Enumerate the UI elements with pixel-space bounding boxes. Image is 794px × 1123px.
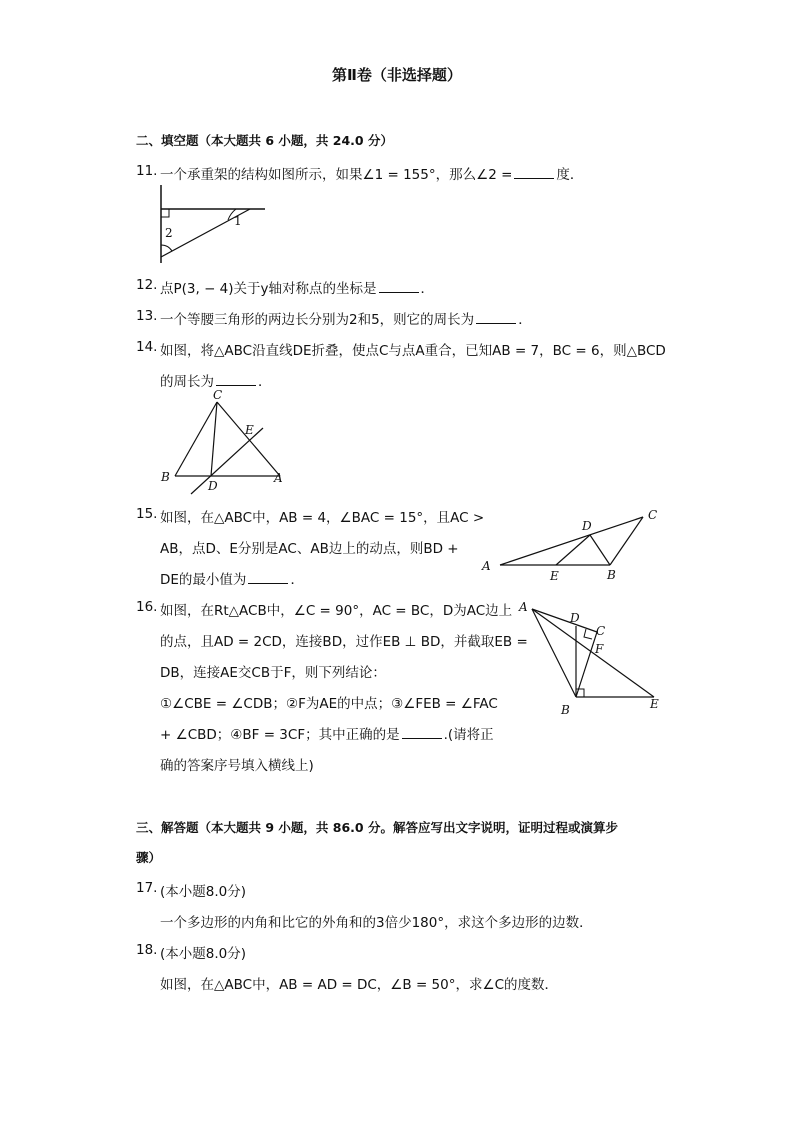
point-label: F [595,642,604,656]
point-label: D [582,519,592,533]
segment-bc [610,517,643,565]
segment-ca [217,402,280,476]
point-label: B [561,703,570,717]
point-label: E [650,697,659,711]
question-text: 的点，且AD = 2CD，连接BD，过作EB ⊥ BD，并截取EB = [160,634,528,650]
question-text: 如图，在△ABC中，AB = AD = DC，∠B = 50°，求∠C的度数． [160,977,559,993]
section-heading-answer: 三、解答题（本大题共 9 小题，共 86.0 分。解答应写出文字说明，证明过程或演算步 [136,820,618,835]
answer-blank[interactable] [248,571,288,584]
answer-blank[interactable] [514,166,554,179]
q11-figure [150,185,270,263]
point-label: D [208,479,218,493]
question-text: .(请将正 [443,727,494,743]
question-text: 的周长为 [160,374,214,390]
point-label: E [550,569,559,583]
question-text: 度． [556,167,584,183]
question-text: + ∠CBD；④BF = 3CF；其中正确的是 [160,727,400,743]
point-label: D [570,611,580,625]
segment-cb [576,632,597,697]
question-number: 16. [136,599,158,615]
question-text: 如图，在Rt△ACB中，∠C = 90°，AC = BC，D为AC边上 [160,603,513,619]
question-number: 11. [136,163,158,179]
point-label: E [245,423,254,437]
answer-blank[interactable] [379,280,419,293]
answer-blank[interactable] [476,311,516,324]
segment-ae [532,609,654,697]
segment-ac [500,517,643,565]
question-text: DE的最小值为 [160,572,247,588]
question-12-text [160,277,434,297]
section-heading-fill-in: 二、填空题（本大题共 6 小题，共 24.0 分） [136,133,393,148]
question-text: 一个多边形的内角和比它的外角和的3倍少180°，求这个多边形的边数． [160,915,593,931]
question-text: ． [258,374,272,390]
right-angle-mark [161,209,169,217]
point-label: C [213,388,223,402]
question-text: 点P(3, − 4)关于y轴对称点的坐标是 [160,281,377,297]
question-text: ①∠CBE = ∠CDB；②F为AE的中点；③∠FEB = ∠FAC [160,696,498,712]
page-title: 第Ⅱ卷（非选择题） [332,66,462,84]
question-score: (本小题8.0分) [160,884,247,900]
angle-label: 1 [234,214,242,228]
section-heading-answer-cont: 骤） [136,850,162,865]
question-13-text [160,308,532,328]
question-15-line3 [160,568,304,588]
point-label: A [519,600,528,614]
answer-blank[interactable] [216,373,256,386]
question-text: DB，连接AE交CB于F，则下列结论： [160,665,386,681]
segment-de [556,535,590,565]
question-text: ． [290,572,304,588]
question-text: 确的答案序号填入横线上) [160,758,314,774]
segment-bc [175,402,217,476]
question-score: (本小题8.0分) [160,946,247,962]
point-label: A [274,471,283,485]
point-label: C [648,508,658,522]
question-text: 一个等腰三角形的两边长分别为2和5，则它的周长为 [160,312,475,328]
question-number: 15. [136,506,158,522]
q15-figure [478,502,668,584]
question-11-text [160,163,583,183]
question-text: ． [518,312,532,328]
point-label: B [607,568,616,582]
question-number: 14. [136,339,158,355]
question-text: 如图，在△ABC中，AB = 4，∠BAC = 15°，且AC > [160,510,485,526]
question-text: ． [420,281,435,297]
question-number: 18. [136,942,158,958]
question-number: 12. [136,277,158,293]
question-text: 如图，将△ABC沿直线DE折叠，使点C与点A重合，已知AB = 7，BC = 6，则△BCD [160,343,666,359]
q14-figure [155,388,295,498]
angle-2-arc [161,245,172,251]
question-number: 17. [136,880,158,896]
question-16-line5 [160,723,494,743]
fold-line-de [191,428,263,494]
right-angle-mark-c [584,629,592,639]
question-text: AB，点D、E分别是AC、AB边上的动点，则BD + [160,541,459,557]
q16-figure [512,597,672,719]
point-label: C [596,624,606,638]
angle-label: 2 [165,226,173,240]
question-14-line2 [160,370,272,390]
segment-bd [590,535,610,565]
point-label: A [482,559,491,573]
answer-blank[interactable] [402,726,442,739]
question-number: 13. [136,308,158,324]
question-text: 一个承重架的结构如图所示，如果∠1 = 155°，那么∠2 = [160,167,513,183]
segment-cd [211,402,217,476]
point-label: B [161,470,170,484]
